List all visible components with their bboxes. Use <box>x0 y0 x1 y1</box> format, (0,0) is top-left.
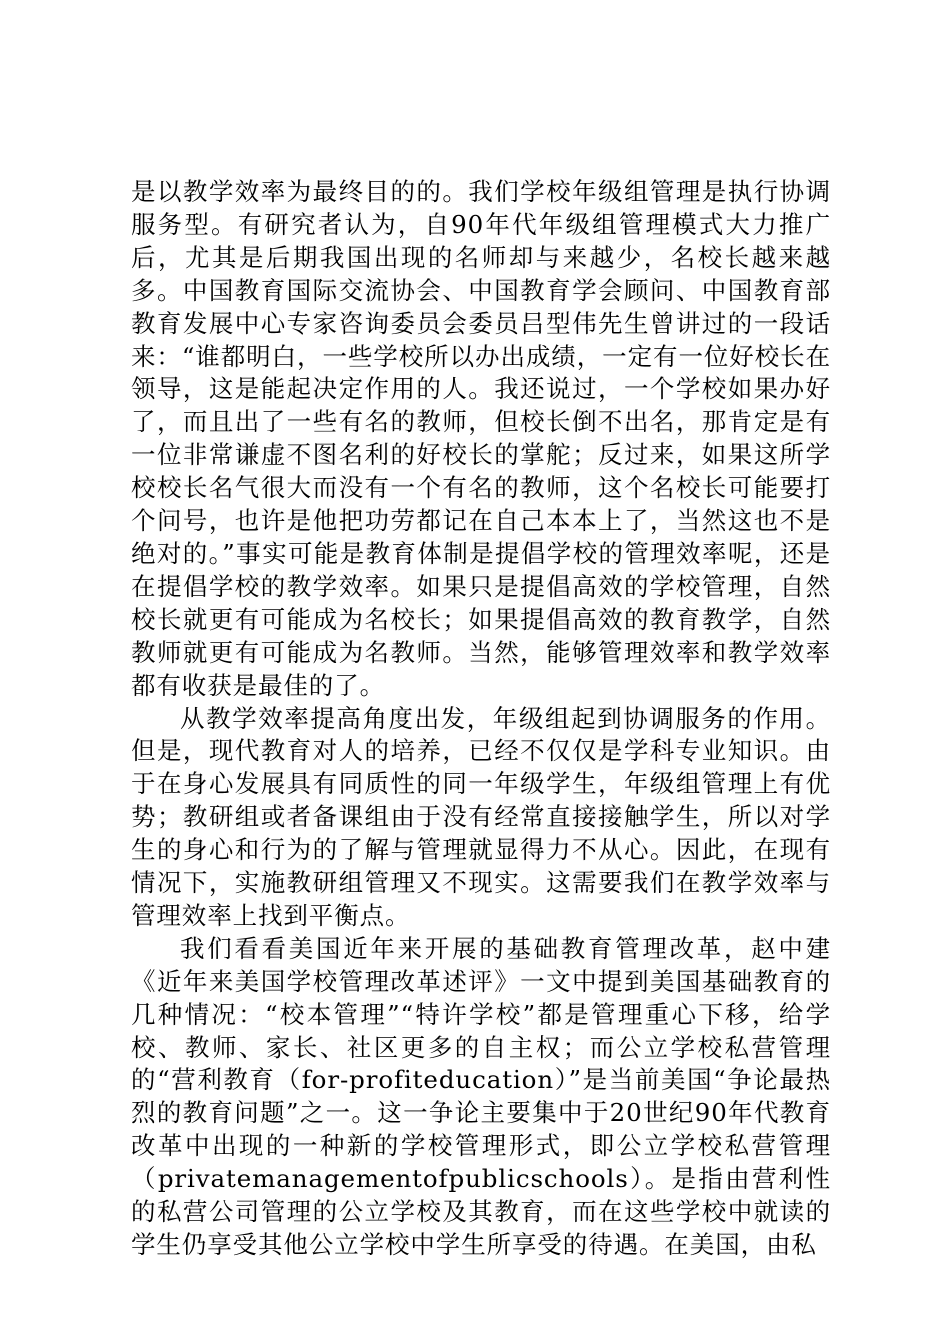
paragraph-1: 是以教学效率为最终目的的。我们学校年级组管理是执行协调服务型。有研究者认为，自90年代年级组管理模式大力推广后，尤其是后期我国出现的名师却与来越少，名校长越来越多。中国教育国际交流协会、中国教育学会顾问、中国教育部教育发展中心专家咨询委员会委员吕型伟先生曾讲过的一段话来：“谁都明白，一些学校所以办出成绩，一定有一位好校长在领导，这是能起决定作用的人。我还说过，一个学校如果办好了，而且出了一些有名的教师，但校长倒不出名，那肯定是有一位非常谦虚不图名利的好校长的掌舵；反过来，如果这所学校校长名气很大而没有一个有名的教师，这个名校长可能要打个问号，也许是他把功劳都记在自己本本上了，当然这也不是绝对的。”事实可能是教育体制是提倡学校的管理效率呢，还是在提倡学校的教学效率。如果只是提倡高效的学校管理，自然校长就更有可能成为名校长；如果提倡高效的教育教学，自然教师就更有可能成为名教师。当然，能够管理效率和教学效率都有收获是最佳的了。 <box>131 177 831 700</box>
paragraph-3: 我们看看美国近年来开展的基础教育管理改革，赵中建《近年来美国学校管理改革述评》一文中提到美国基础教育的几种情况：“校本管理”“特许学校”都是管理重心下移，给学校、教师、家长、社区更多的自主权；而公立学校私营管理的“营利教育（for-profiteducation）”是当前美国“争论最热烈的教育问题”之一。这一争论主要集中于20世纪90年代教育改革中出现的一种新的学校管理形式，即公立学校私营管理（privatemanagementofpublicschools）。是指由营利性的私营公司管理的公立学校及其教育，而在这些学校中就读的学生仍享受其他公立学校中学生所享受的待遇。在美国，由私 <box>131 933 831 1259</box>
document-body <box>131 176 831 1262</box>
paragraph-2: 从教学效率提高角度出发，年级组起到协调服务的作用。但是，现代教育对人的培养，已经不仅仅是学科专业知识。由于在身心发展具有同质性的同一年级学生，年级组管理上有优势；教研组或者备课组由于没有经常直接接触学生，所以对学生的身心和行为的了解与管理就显得力不从心。因此，在现有情况下，实施教研组管理又不现实。这需要我们在教学效率与管理效率上找到平衡点。 <box>131 703 831 930</box>
